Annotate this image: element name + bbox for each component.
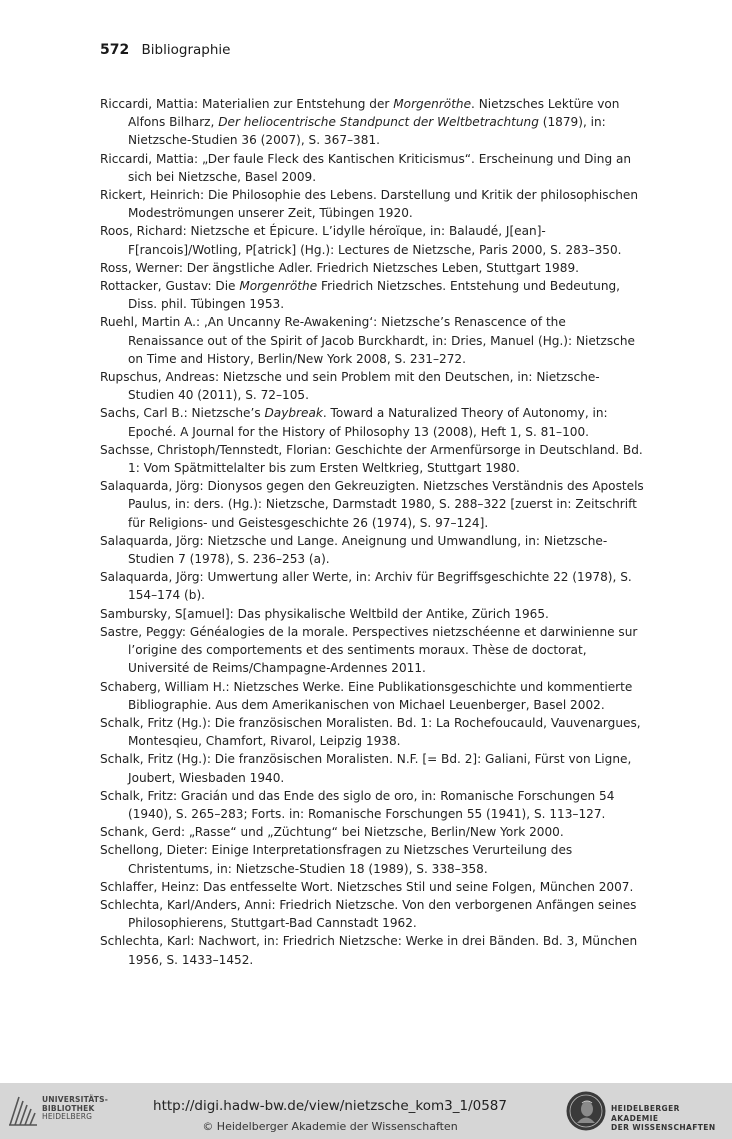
bibliography-entry bbox=[100, 878, 645, 896]
academy-name: HEIDELBERGER AKADEMIE DER WISSENSCHAFTEN bbox=[611, 1104, 716, 1132]
bibliography-entry bbox=[100, 750, 645, 786]
entry-text: Schalk, Fritz (Hg.): Die französischen Moralisten. Bd. 1: La Rochefoucauld, Vauvenargues, Montesqieu, Chamfort, Rivarol, Leipzig 1938. bbox=[100, 715, 641, 749]
entry-title-italic: Morgenröthe bbox=[393, 97, 472, 111]
bibliography-entry bbox=[100, 95, 645, 150]
entry-text: Sastre, Peggy: Généalogies de la morale. Perspectives nietzschéenne et darwinienne sur l’origine des comportements et des sentiments moraux. Thèse de doctorat, Université de Reims/Champagne-Ardennes 2011. bbox=[100, 624, 638, 676]
entry-text: Roos, Richard: Nietzsche et Épicure. L’idylle héroïque, in: Balaudé, J[ean]-F[rancois]/Wotling, P[atrick] (Hg.): Lectures de Nietzsche, Paris 2000, S. 283–350. bbox=[100, 224, 622, 257]
entry-text: Schank, Gerd: „Rasse“ und „Züchtung“ bei Nietzsche, Berlin/New York 2000. bbox=[100, 825, 564, 840]
bibliography-entry bbox=[100, 678, 645, 714]
entry-text: Riccardi, Mattia: „Der faule Fleck des Kantischen Kriticismus“. Erscheinung und Ding an sich bei Nietzsche, Basel 2009. bbox=[100, 151, 632, 184]
bibliography-entry bbox=[100, 787, 645, 823]
running-head bbox=[100, 42, 230, 58]
entry-text: Schellong, Dieter: Einige Interpretationsfragen zu Nietzsches Verurteilung des Christentums, in: Nietzsche-Studien 18 (1989), S. 338–358. bbox=[100, 843, 573, 876]
entry-text: (1879), in: Nietzsche-Studien 36 (2007), S. 367–381. bbox=[128, 115, 606, 148]
bibliography-entry bbox=[100, 441, 645, 477]
bibliography-entry bbox=[100, 222, 645, 258]
entry-title-italic: Der heliocentrische Standpunct der Weltbetrachtung bbox=[218, 115, 539, 130]
bibliography-entry bbox=[100, 404, 645, 440]
bibliography-entry bbox=[100, 896, 645, 932]
bibliography-entry bbox=[100, 714, 645, 750]
entry-text: Schalk, Fritz: Gracián und das Ende des siglo de oro, in: Romanische Forschungen 54 (1940), S. 265–283; Forts. in: Romanische Forschungen 55 (1941), S. 113–127. bbox=[100, 788, 615, 821]
bibliography-entry bbox=[100, 313, 645, 368]
bibliography-entry bbox=[100, 932, 645, 968]
bibliography-entry bbox=[100, 623, 645, 678]
entry-text: Riccardi, Mattia: Materialien zur Entstehung der bbox=[100, 97, 394, 111]
entry-text: Ruehl, Martin A.: ‚An Uncanny Re-Awakening‘: Nietzsche’s Renascence of the Renaissance out of the Spirit of Jacob Burckhardt, in: Dries, Manuel (Hg.): Nietzsche on Time and History, Berlin/New York 2008, S. 231–272. bbox=[100, 315, 635, 366]
bibliography-entry bbox=[100, 823, 645, 841]
source-url-link[interactable]: http://digi.hadw-bw.de/view/nietzsche_kom3_1/0587 bbox=[153, 1098, 507, 1114]
university-library-name: UNIVERSITÄTS- BIBLIOTHEK HEIDELBERG bbox=[42, 1095, 109, 1122]
entry-text: Salaquarda, Jörg: Dionysos gegen den Gekreuzigten. Nietzsches Verständnis des Apostels Paulus, in: ders. (Hg.): Nietzsche, Darmstadt 1980, S. 288–322 [zuerst in: Zeitschrift für Religions- und Geistesgeschichte 26 (1974), S. 97–124]. bbox=[100, 479, 644, 530]
entry-text: Sachsse, Christoph/Tennstedt, Florian: Geschichte der Armenfürsorge in Deutschland. Bd. 1: Vom Spätmittelalter bis zum Ersten Weltkrieg, Stuttgart 1980. bbox=[100, 442, 643, 476]
bibliography-entry bbox=[100, 532, 645, 568]
section-title: Bibliographie bbox=[141, 42, 231, 58]
copyright-notice: © Heidelberger Akademie der Wissenschaften bbox=[202, 1120, 458, 1133]
bibliography-entry bbox=[100, 368, 645, 404]
footer-bar bbox=[0, 1083, 732, 1139]
entry-text: Rottacker, Gustav: Die bbox=[100, 279, 240, 294]
bibliography-entry bbox=[100, 150, 645, 186]
entry-text: Schlaffer, Heinz: Das entfesselte Wort. Nietzsches Stil und seine Folgen, München 2007. bbox=[100, 879, 634, 894]
entry-text: Rupschus, Andreas: Nietzsche und sein Problem mit den Deutschen, in: Nietzsche-Studien 40 (2011), S. 72–105. bbox=[100, 370, 600, 403]
bibliography-entry bbox=[100, 477, 645, 532]
bibliography-entry bbox=[100, 259, 645, 277]
bibliography-entry bbox=[100, 277, 645, 313]
bibliography-entry bbox=[100, 841, 645, 877]
bibliography-entry bbox=[100, 605, 645, 623]
entry-text: Sambursky, S[amuel]: Das physikalische Weltbild der Antike, Zürich 1965. bbox=[100, 606, 549, 621]
entry-text: Ross, Werner: Der ängstliche Adler. Friedrich Nietzsches Leben, Stuttgart 1989. bbox=[100, 260, 579, 275]
entry-text: . Nietzsches Lektüre von Alfons Bilharz, bbox=[128, 97, 620, 130]
entry-text: Schlechta, Karl/Anders, Anni: Friedrich Nietzsche. Von den verborgenen Anfängen seines Philosophierens, Stuttgart-Bad Cannstadt 1962. bbox=[100, 897, 637, 931]
entry-title-italic: Morgenröthe bbox=[239, 279, 318, 294]
entry-text: Schalk, Fritz (Hg.): Die französischen Moralisten. N.F. [= Bd. 2]: Galiani, Fürst von Ligne, Joubert, Wiesbaden 1940. bbox=[100, 752, 632, 785]
entry-text: Schlechta, Karl: Nachwort, in: Friedrich Nietzsche: Werke in drei Bänden. Bd. 3, München 1956, S. 1433–1452. bbox=[100, 934, 638, 967]
entry-text: Salaquarda, Jörg: Umwertung aller Werte, in: Archiv für Begriffsgeschichte 22 (1978), S. 154–174 (b). bbox=[100, 570, 632, 603]
academy-seal-icon bbox=[565, 1090, 607, 1132]
entry-text: . Toward a Naturalized Theory of Autonomy, in: Epoché. A Journal for the History of Philosophy 13 (2008), Heft 1, S. 81–100. bbox=[128, 406, 608, 439]
entry-text: Salaquarda, Jörg: Nietzsche und Lange. Aneignung und Umwandlung, in: Nietzsche-Studien 7 (1978), S. 236–253 (a). bbox=[100, 533, 608, 567]
entry-text: Friedrich Nietzsches. Entstehung und Bedeutung, Diss. phil. Tübingen 1953. bbox=[128, 279, 621, 312]
entry-title-italic: Daybreak bbox=[264, 406, 323, 421]
page-number: 572 bbox=[100, 42, 130, 58]
bibliography-entry bbox=[100, 186, 645, 222]
academy-logo[interactable] bbox=[565, 1090, 725, 1134]
entry-text: Sachs, Carl B.: Nietzsche’s bbox=[100, 406, 265, 421]
entry-text: Schaberg, William H.: Nietzsches Werke. Eine Publikationsgeschichte und kommentierte Bibliographie. Aus dem Amerikanischen von Michael Leuenberger, Basel 2002. bbox=[100, 679, 633, 712]
bibliography-list bbox=[100, 95, 645, 969]
entry-text: Rickert, Heinrich: Die Philosophie des Lebens. Darstellung und Kritik der philosophischen Modeströmungen unserer Zeit, Tübingen 1920. bbox=[100, 188, 639, 221]
bibliography-entry bbox=[100, 568, 645, 604]
